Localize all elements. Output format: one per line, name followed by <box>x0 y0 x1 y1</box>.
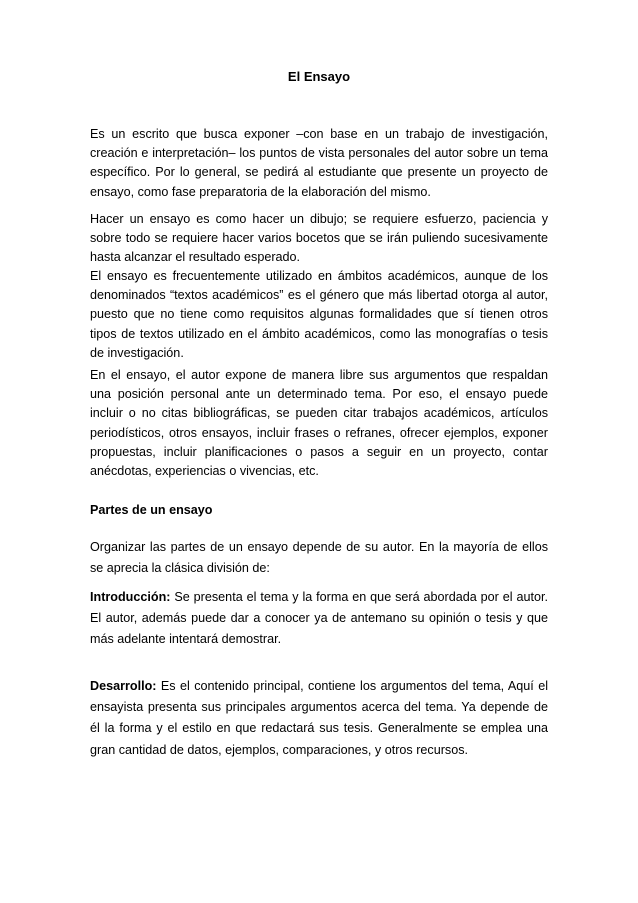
paragraph-author-arguments: En el ensayo, el autor expone de manera libre sus argumentos que respaldan una posición personal ante un determinado tema. Por eso, el ensayo puede incluir o no citas bibliográficas, se pueden citar trabajos académicos, artículos periodísticos, otros ensayos, incluir frases o refranes, ofrecer ejemplos, exponer propuestas, incluir planificaciones o pasos a seguir en un proyecto, contar anécdotas, experiencias o vivencias, etc. <box>90 368 548 479</box>
part-desarrollo <box>90 676 548 761</box>
paragraph-academic-use: El ensayo es frecuentemente utilizado en ámbitos académicos, aunque de los denominados “textos académicos” es el género que más libertad otorga al autor, puesto que no tiene como requisitos algunas formalidades que sí tienen otros tipos de textos utilizado en el ámbito académicos, como las monografías o tesis de investigación. <box>90 269 548 360</box>
part-introduccion-label: Introducción: <box>90 590 171 604</box>
document-title: El Ensayo <box>287 69 351 84</box>
part-desarrollo-text: Es el contenido principal, contiene los argumentos del tema, Aquí el ensayista presenta sus principales argumentos acerca del tema. Ya depende de él la forma y el estilo en que redactará sus tesis. Generalmente se emplea una gran cantidad de datos, ejemplos, comparaciones, y otros recursos. <box>90 679 548 757</box>
part-introduccion-text: Se presenta el tema y la forma en que será abordada por el autor. El autor, además puede dar a conocer ya de antemano su opinión o tesis y que más adelante intentará demostrar. <box>90 590 548 647</box>
paragraph-parts-intro: Organizar las partes de un ensayo depende de su autor. En la mayoría de ellos se aprecia la clásica división de: <box>90 540 548 576</box>
section-heading-parts: Partes de un ensayo <box>90 503 213 517</box>
paragraph-drawing-analogy: Hacer un ensayo es como hacer un dibujo; se requiere esfuerzo, paciencia y sobre todo se requiere hacer varios bocetos que se irán puliendo sucesivamente hasta alcanzar el resultado esperado. <box>90 212 548 265</box>
part-desarrollo-label: Desarrollo: <box>90 679 157 693</box>
part-introduccion <box>90 587 548 651</box>
paragraph-definition: Es un escrito que busca exponer –con base en un trabajo de investigación, creación e interpretación– los puntos de vista personales del autor sobre un tema específico. Por lo general, se pedirá al estudiante que presente un proyecto de ensayo, como fase preparatoria de la elaboración del mismo. <box>90 127 548 199</box>
